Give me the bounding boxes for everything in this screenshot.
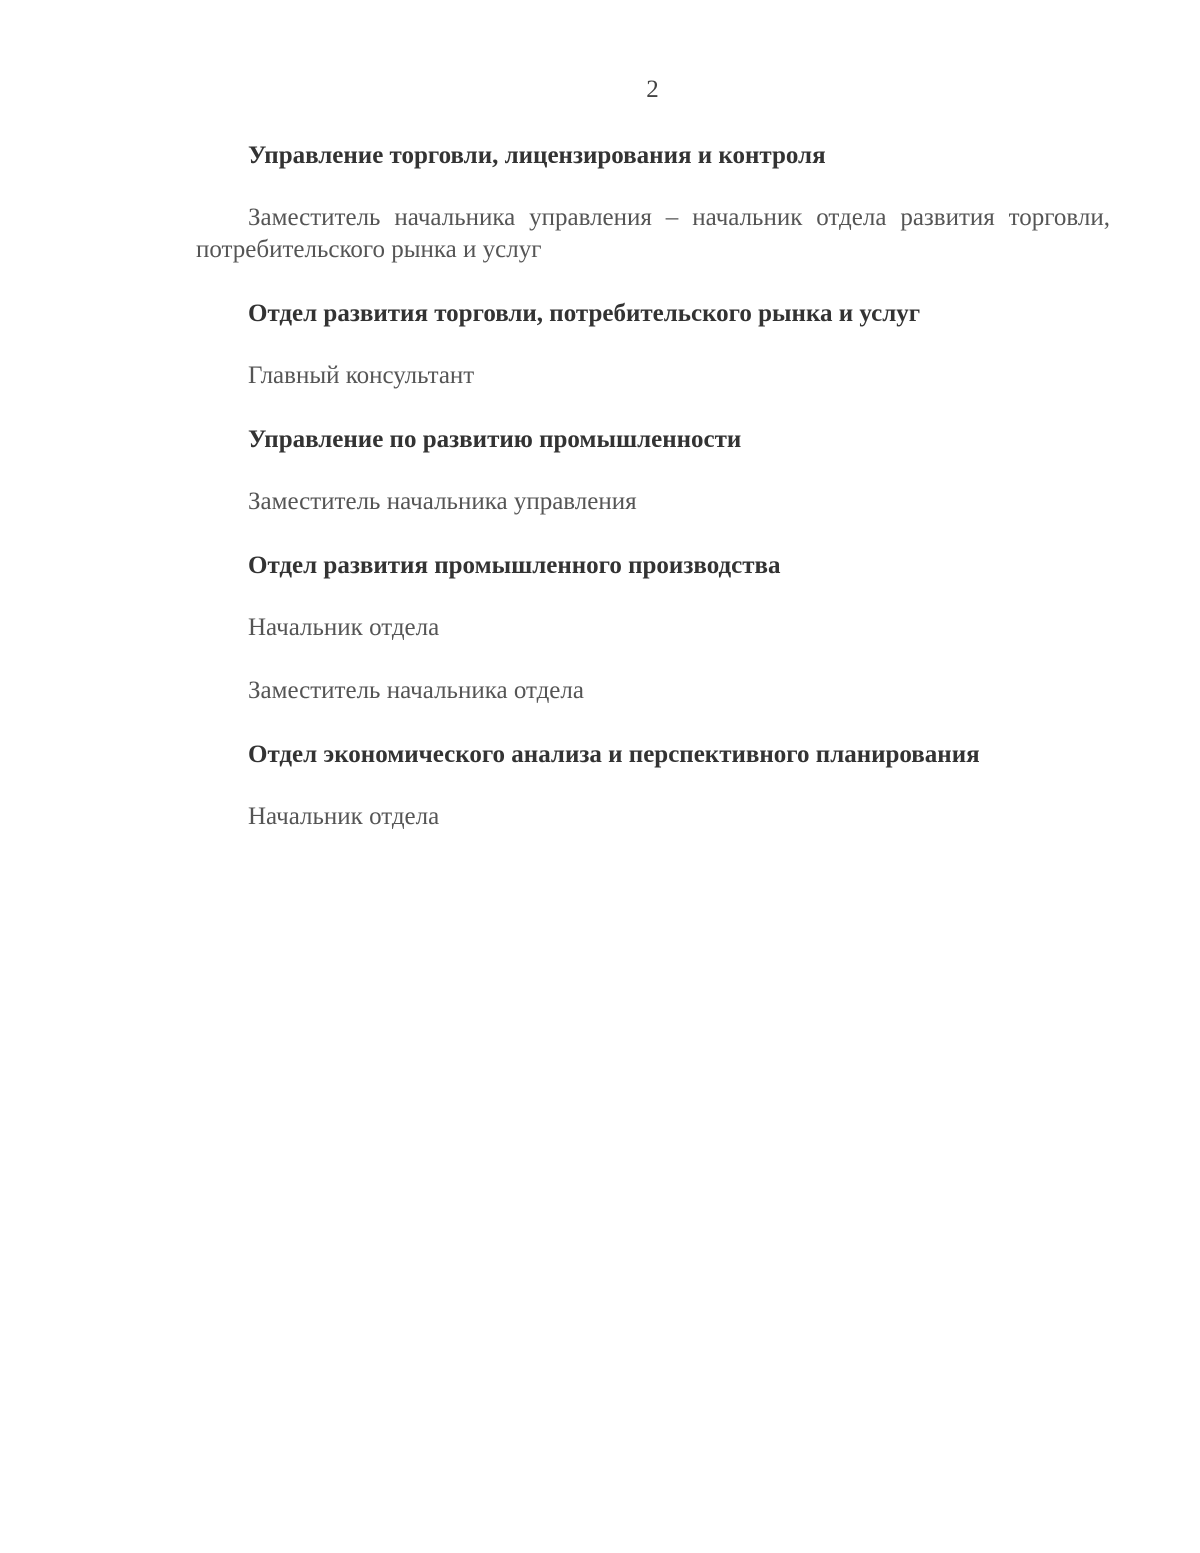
section-heading-industry-development: Управление по развитию промышленности xyxy=(248,426,742,453)
page-number: 2 xyxy=(646,76,659,103)
position-head-of-department-2: Начальник отдела xyxy=(248,803,440,830)
position-chief-consultant: Главный консультант xyxy=(248,362,475,389)
section-heading-economic-analysis-department: Отдел экономического анализа и перспективного планирования xyxy=(248,741,980,768)
position-head-of-department: Начальник отдела xyxy=(248,614,440,641)
position-deputy-head-directorate: Заместитель начальника управления xyxy=(248,488,637,515)
section-heading-trade-licensing-control: Управление торговли, лицензирования и контроля xyxy=(248,142,826,169)
position-deputy-head-trade-department: Заместитель начальника управления – начальник отдела развития торговли, потребительского рынка и услуг xyxy=(196,204,1110,263)
position-deputy-head-of-department: Заместитель начальника отдела xyxy=(248,677,584,704)
section-heading-trade-development-department: Отдел развития торговли, потребительского рынка и услуг xyxy=(248,300,921,327)
section-heading-industrial-production-department: Отдел развития промышленного производства xyxy=(248,552,781,579)
